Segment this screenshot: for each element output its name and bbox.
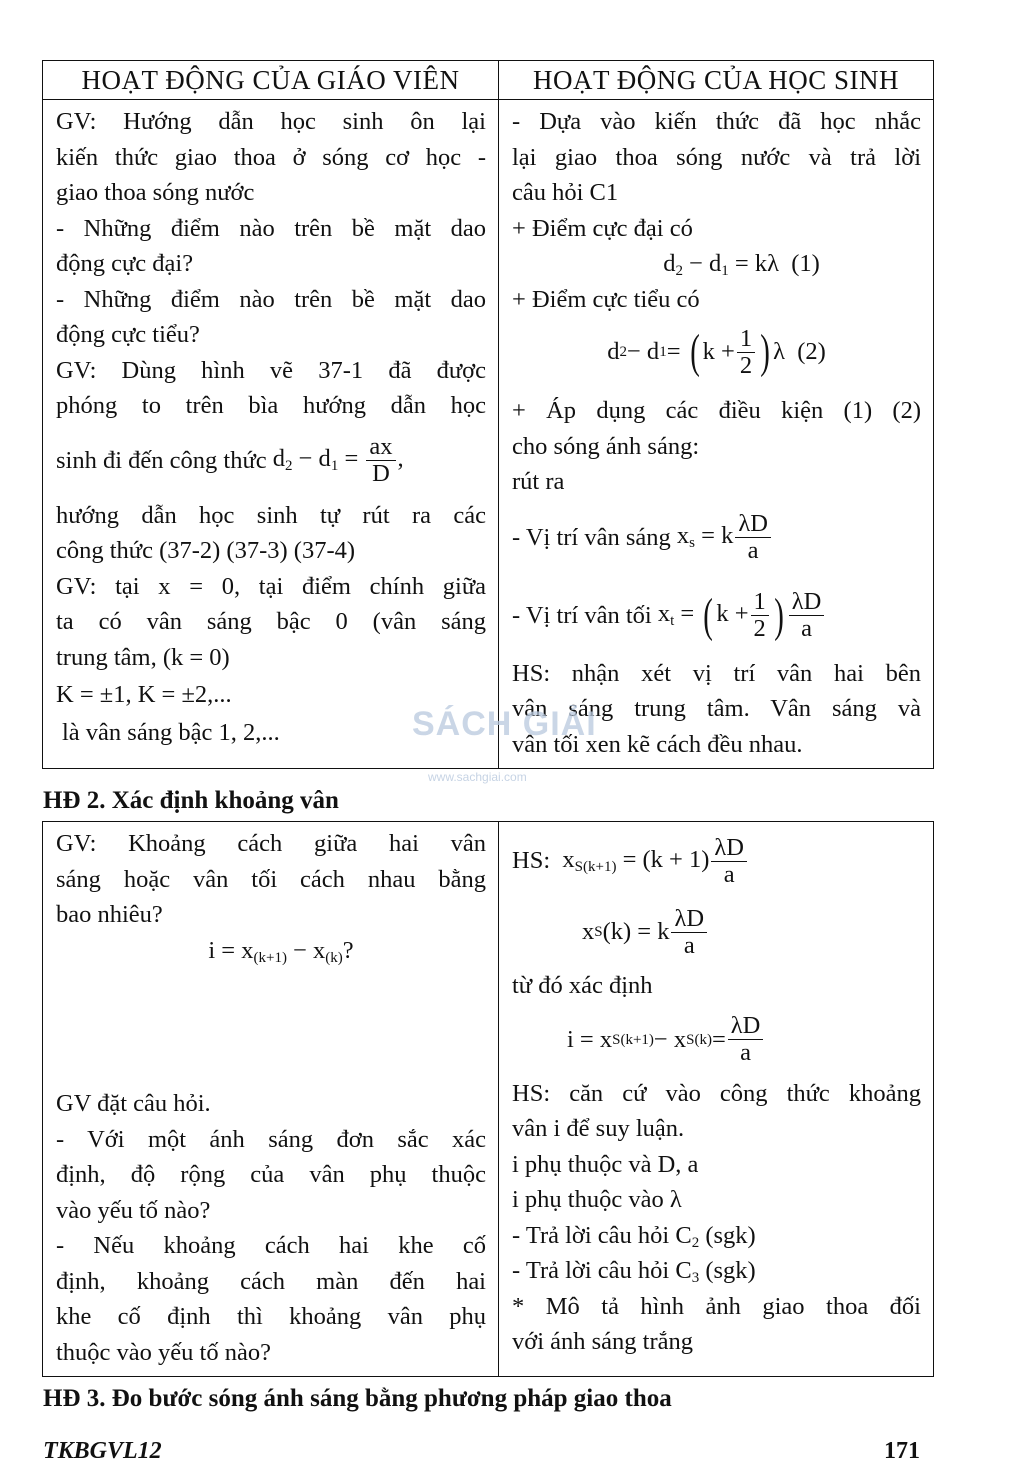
text-line: ta có vân sáng bậc 0 (vân sáng [56,608,486,635]
path-difference-formula: $d_2 - d_1$ = $\frac{ax}{D}$ , [272,433,404,487]
text-line: i phụ thuộc và D, a [512,1150,699,1178]
text-line: vào yếu tố nào? [56,1196,211,1224]
text-fragment: HS: [512,847,551,875]
text-fragment: - Trả lời câu hỏi C [512,1257,692,1284]
formula-line [56,424,486,498]
book-code: TKBGVL12 [43,1438,162,1464]
fringe-spacing-question-formula: $i = x_{(k+1)} - x_{(k)}$? [208,936,354,966]
text-line: GV: tại x = 0, tại điểm chính giữa [56,572,486,600]
text-line: i phụ thuộc vào λ [512,1186,682,1213]
header-teacher: HOẠT ĐỘNG CỦA GIÁO VIÊN [43,61,499,100]
student-column [499,100,934,769]
text-line: - Dựa vào kiến thức đã học nhắc [512,108,921,135]
text-line: động cực đại? [56,250,194,277]
text-line: khe cố định thì khoảng vân phụ [56,1303,486,1330]
text-line: HS: nhận xét vị trí vân hai bên [512,659,921,687]
teacher-column [43,822,499,1377]
text-line: K = ±1, K = ±2,... [56,681,232,708]
text-line: định, khoảng cách màn đến hai [56,1267,486,1295]
text-line: từ đó xác định [512,972,653,999]
min-condition-formula: d 2 − d 1 = ( k + $\frac{1}{2}$ ) λ (2) [607,324,826,379]
text-line: * Mô tả hình ảnh giao thoa đối [512,1292,921,1320]
text-line: - Với một ánh sáng đơn sắc xác [56,1125,486,1153]
activity-table-2 [42,821,934,1377]
page-number: 171 [884,1438,920,1464]
text-line: vân sáng trung tâm. Vân sáng và [512,695,921,722]
text-line: phóng to trên bìa hướng dẫn học [56,392,486,419]
section-heading-3: HĐ 3. Đo bước sóng ánh sáng bằng phương pháp giao thoa [43,1385,672,1412]
text-line: - Trả lời câu hỏi $C_2$ (sgk) [512,1221,756,1251]
text-line: thuộc vào yếu tố nào? [56,1338,271,1366]
fringe-k-plus-1-formula: $x_{S(k+1)} = (k + 1)$ $\frac{\lambda D}{a}$ [562,835,749,887]
text-line: là vân sáng bậc 1, 2,... [62,718,280,746]
text-line: bao nhiêu? [56,901,163,928]
text-line: động cực tiểu? [56,321,200,348]
text-line: - Trả lời câu hỏi $C_3$ (sgk) [512,1257,756,1286]
text-line: - Nếu khoảng cách hai khe cố [56,1232,486,1259]
header-student: HOẠT ĐỘNG CỦA HỌC SINH [499,61,934,100]
watermark-url: www.sachgiai.com [428,770,527,784]
fringe-k-formula: x S (k) = k $\frac{\lambda D}{a}$ [512,896,921,968]
text-line: + Áp dụng các điều kiện (1) (2) [512,397,921,424]
text-line: GV: Dùng hình vẽ 37-1 đã được [56,356,486,384]
watermark-logo: SÁCH GIẢI [412,705,597,743]
text-line: GV: Khoảng cách giữa hai vân [56,830,486,857]
text-line: lại giao thoa sóng nước và trả lời [512,143,921,171]
text-line: với ánh sáng trắng [512,1328,694,1355]
text-line: HS: căn cứ vào công thức khoảng [512,1079,921,1107]
text-line: vân tối xen kẽ cách đều nhau. [512,730,803,758]
text-line: định, độ rộng của vân phụ thuộc [56,1161,486,1188]
text-line: GV đặt câu hỏi. [56,1090,211,1117]
bright-fringe-formula: $x_s = k$ $\frac{\lambda D}{a}$ [677,511,773,563]
text-line: rút ra [512,468,565,495]
text-fragment: - Vị trí vân tối [512,601,652,629]
text-line: câu hỏi C1 [512,179,619,206]
text-line: kiến thức giao thoa ở sóng cơ học - [56,143,486,171]
max-condition-formula: $d_2 - d_1 = k\lambda$ (1) [663,250,820,279]
text-line: + Điểm cực đại có [512,214,693,242]
text-line: - Những điểm nào trên bề mặt dao [56,285,486,313]
section-heading-2: HĐ 2. Xác định khoảng vân [43,787,339,814]
dark-fringe-line [512,576,921,656]
bright-fringe-line [512,500,921,576]
text-line: sáng hoặc vân tối cách nhau bằng [56,865,486,893]
text-fragment: sinh đi đến công thức [56,446,267,474]
formula-line [512,826,921,896]
text-line: trung tâm, (k = 0) [56,643,230,671]
student-column [499,822,934,1377]
text-line: vân i để suy luận. [512,1115,685,1142]
text-line: cho sóng ánh sáng: [512,432,700,460]
activity-table-1 [42,60,934,769]
text-line: công thức (37-2) (37-3) (37-4) [56,537,356,564]
fringe-spacing-formula: i = x S(k+1) − x S(k) = $\frac{\lambda D}{a}$ [512,1004,921,1076]
text-fragment: - Vị trí vân sáng [512,523,671,551]
text-line: giao thoa sóng nước [56,179,255,206]
text-line: - Những điểm nào trên bề mặt dao [56,214,486,242]
text-line: hướng dẫn học sinh tự rút ra các [56,501,486,529]
dark-fringe-formula: $x_t$ = ( k + $\frac{1}{2}$ ) $\frac{\lambda D}{a}$ [658,589,827,641]
text-line: + Điểm cực tiểu có [512,285,700,313]
text-line: GV: Hướng dẫn học sinh ôn lại [56,108,486,135]
teacher-column [43,100,499,769]
text-fragment: - Trả lời câu hỏi C [512,1221,692,1249]
